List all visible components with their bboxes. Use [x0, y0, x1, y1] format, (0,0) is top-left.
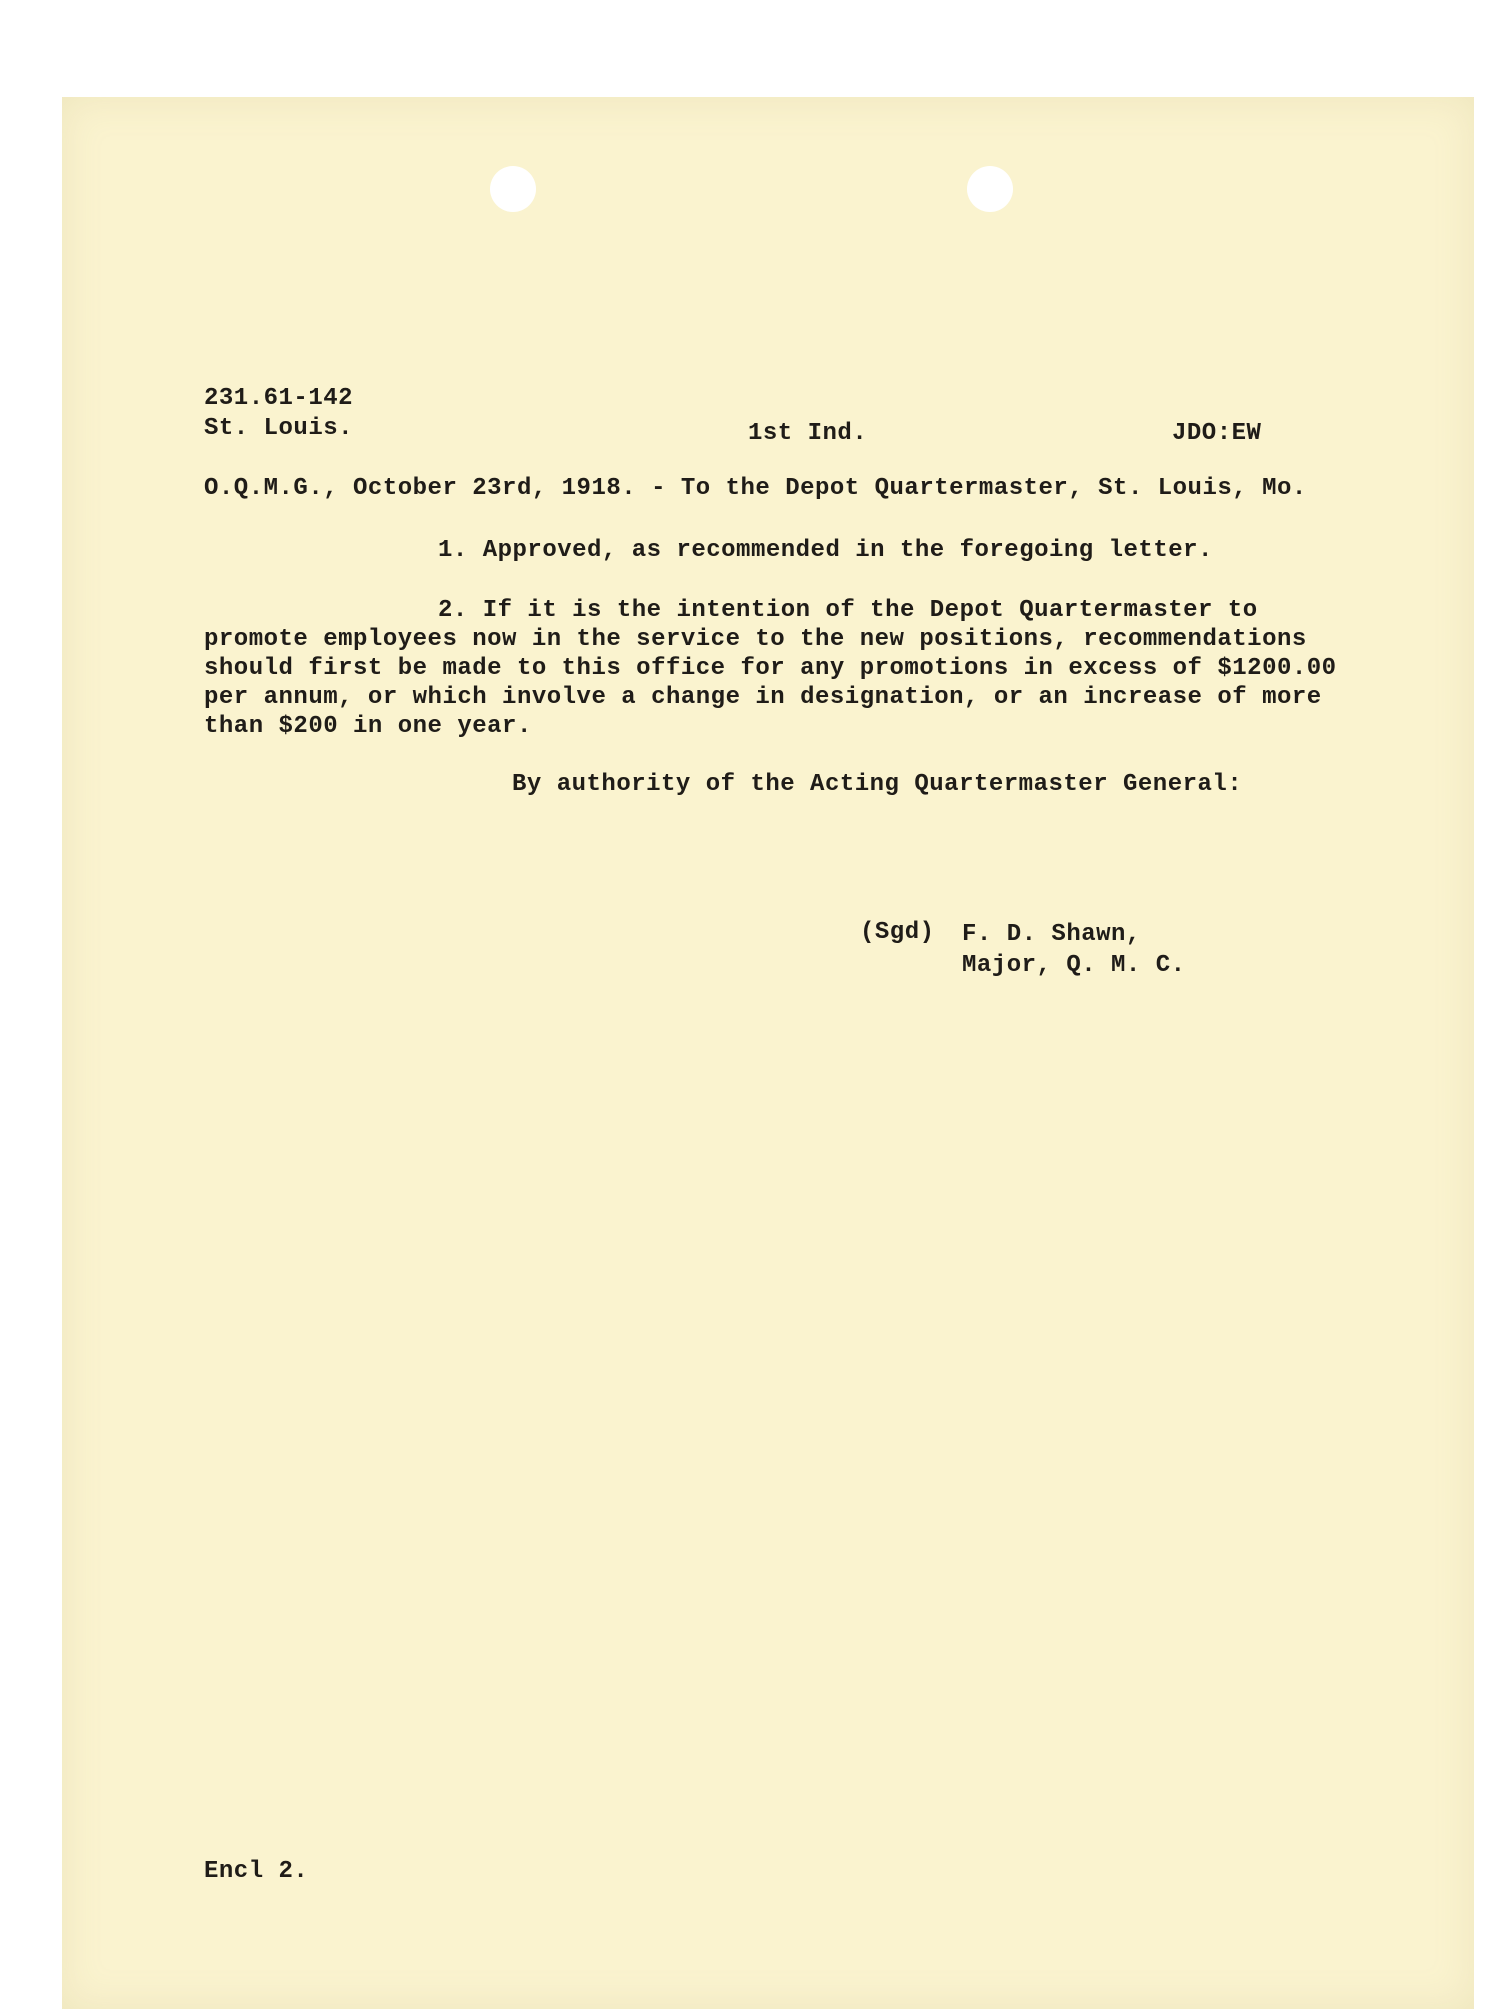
signature-name: F. D. Shawn, — [962, 921, 1141, 948]
paragraph-2-line-3: should first be made to this office for any promotions in excess of $1200.00 — [204, 655, 1337, 682]
signature-rank: Major, Q. M. C. — [962, 952, 1186, 979]
enclosure-note: Encl 2. — [204, 1858, 309, 1885]
location: St. Louis. — [204, 415, 354, 442]
indorsement-label: 1st Ind. — [748, 420, 868, 447]
address-line: O.Q.M.G., October 23rd, 1918. - To the Depot Quartermaster, St. Louis, Mo. — [204, 475, 1307, 502]
paragraph-1: 1. Approved, as recommended in the foregoing letter. — [438, 537, 1213, 564]
reference-initials: JDO:EW — [1172, 420, 1262, 447]
paragraph-2-line-2: promote employees now in the service to the new positions, recommendations — [204, 626, 1307, 653]
paragraph-2-line-5: than $200 in one year. — [204, 713, 532, 740]
authority-line: By authority of the Acting Quartermaster General: — [512, 771, 1243, 798]
file-number: 231.61-142 — [204, 385, 354, 412]
punch-hole-left — [490, 166, 536, 212]
punch-hole-right — [967, 166, 1013, 212]
paragraph-2-line-4: per annum, or which involve a change in designation, or an increase of more — [204, 684, 1322, 711]
paragraph-2-line-1: 2. If it is the intention of the Depot Quartermaster to — [438, 597, 1258, 624]
signature-prefix: (Sgd) — [860, 919, 935, 946]
